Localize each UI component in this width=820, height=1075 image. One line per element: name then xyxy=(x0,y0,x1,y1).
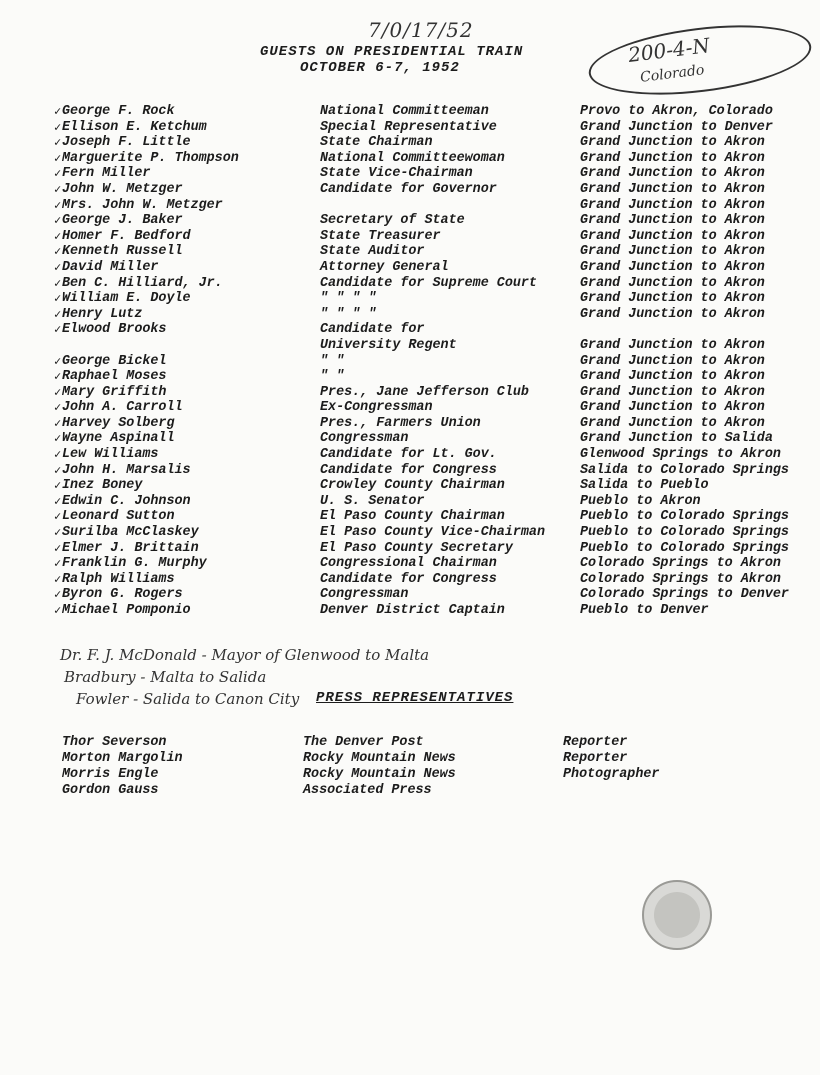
guest-row xyxy=(0,291,820,307)
guest-role: Special Representative xyxy=(320,119,497,135)
guest-role: " " xyxy=(320,353,345,369)
guest-row xyxy=(0,400,820,416)
guest-row xyxy=(0,385,820,401)
guest-route: Grand Junction to Akron xyxy=(580,369,765,385)
guest-name: David Miller xyxy=(62,259,159,275)
guest-name: Homer F. Bedford xyxy=(62,228,191,244)
check-mark-icon: ✓ xyxy=(54,276,62,291)
guest-name: Kenneth Russell xyxy=(62,244,183,260)
guest-row xyxy=(0,509,820,525)
guest-row xyxy=(0,244,820,260)
guest-row xyxy=(0,135,820,151)
press-role: Photographer xyxy=(563,767,660,782)
guest-name: Leonard Sutton xyxy=(62,509,175,525)
guest-route: Pueblo to Colorado Springs xyxy=(580,525,789,541)
guest-route: Pueblo to Akron xyxy=(580,493,701,509)
guest-role: Candidate for Congress xyxy=(320,462,497,478)
guest-name: Elmer J. Brittain xyxy=(62,540,199,556)
guest-role: Secretary of State xyxy=(320,213,465,229)
document-date: OCTOBER 6-7, 1952 xyxy=(300,60,460,76)
guest-row xyxy=(0,603,820,619)
guest-row xyxy=(0,166,820,182)
handwritten-addition: Fowler - Salida to Canon City xyxy=(76,690,300,708)
guest-route: Salida to Colorado Springs xyxy=(580,462,789,478)
check-mark-icon: ✓ xyxy=(54,229,62,244)
guest-row xyxy=(0,369,820,385)
guest-name: Ellison E. Ketchum xyxy=(62,119,207,135)
guest-row xyxy=(0,354,820,370)
guest-name: Mary Griffith xyxy=(62,384,167,400)
guest-role: State Chairman xyxy=(320,135,433,151)
guest-name: Ben C. Hilliard, Jr. xyxy=(62,275,223,291)
guest-route: Provo to Akron, Colorado xyxy=(580,104,773,119)
check-mark-icon: ✓ xyxy=(54,151,62,166)
check-mark-icon: ✓ xyxy=(54,136,62,151)
guest-role: Candidate for Governor xyxy=(320,181,497,197)
guest-name: John W. Metzger xyxy=(62,181,183,197)
guest-row xyxy=(0,229,820,245)
press-name: Gordon Gauss xyxy=(62,783,159,798)
check-mark-icon: ✓ xyxy=(54,588,62,603)
guest-row xyxy=(0,307,820,323)
guest-route: Grand Junction to Akron xyxy=(580,291,765,307)
guest-route: Grand Junction to Akron xyxy=(580,181,765,197)
check-mark-icon: ✓ xyxy=(54,214,62,229)
guest-name: Harvey Solberg xyxy=(62,415,175,431)
check-mark-icon: ✓ xyxy=(54,307,62,322)
guest-role: " " " " xyxy=(320,291,377,307)
press-role: Reporter xyxy=(563,751,628,766)
check-mark-icon: ✓ xyxy=(54,479,62,494)
check-mark-icon: ✓ xyxy=(54,526,62,541)
guest-role: Ex-Congressman xyxy=(320,400,433,416)
handwritten-addition: Bradbury - Malta to Salida xyxy=(64,668,267,686)
guest-name: George F. Rock xyxy=(62,104,175,119)
guest-route: Colorado Springs to Akron xyxy=(580,556,781,572)
guest-role: Pres., Jane Jefferson Club xyxy=(320,384,529,400)
check-mark-icon: ✓ xyxy=(54,448,62,463)
guest-row xyxy=(0,213,820,229)
guest-name: Byron G. Rogers xyxy=(62,587,183,603)
guest-role: National Committeewoman xyxy=(320,150,505,166)
guest-role: U. S. Senator xyxy=(320,493,425,509)
guest-row xyxy=(0,276,820,292)
guest-route: Pueblo to Denver xyxy=(580,603,709,618)
guest-row xyxy=(0,541,820,557)
press-name: Thor Severson xyxy=(62,735,167,750)
guest-name: Wayne Aspinall xyxy=(62,431,175,447)
guest-list xyxy=(0,104,820,619)
guest-route: Grand Junction to Akron xyxy=(580,213,765,229)
guest-role: Crowley County Chairman xyxy=(320,478,505,494)
press-name: Morris Engle xyxy=(62,767,159,782)
guest-route: Grand Junction to Akron xyxy=(580,353,765,369)
guest-role: Attorney General xyxy=(320,259,449,275)
press-organization: Rocky Mountain News xyxy=(303,767,456,782)
guest-row xyxy=(0,431,820,447)
press-organization: Associated Press xyxy=(303,783,432,798)
guest-name: John H. Marsalis xyxy=(62,462,191,478)
guest-name: Raphael Moses xyxy=(62,369,167,385)
check-mark-icon: ✓ xyxy=(54,182,62,197)
guest-name: Inez Boney xyxy=(62,478,143,494)
guest-role: Candidate for xyxy=(320,322,425,338)
check-mark-icon: ✓ xyxy=(54,572,62,587)
check-mark-icon: ✓ xyxy=(54,260,62,275)
guest-route: Grand Junction to Akron xyxy=(580,197,765,213)
guest-role: Candidate for Lt. Gov. xyxy=(320,447,497,463)
guest-row xyxy=(0,447,820,463)
check-mark-icon: ✓ xyxy=(54,541,62,556)
press-name: Morton Margolin xyxy=(62,751,183,766)
check-mark-icon: ✓ xyxy=(54,510,62,525)
guest-row xyxy=(0,260,820,276)
guest-route: Grand Junction to Akron xyxy=(580,150,765,166)
guest-role: Congressional Chairman xyxy=(320,556,497,572)
check-mark-icon: ✓ xyxy=(54,416,62,431)
file-number: 200-4-N xyxy=(626,33,712,67)
check-mark-icon: ✓ xyxy=(54,604,62,618)
press-row xyxy=(0,735,820,751)
guest-route: Grand Junction to Akron xyxy=(580,415,765,431)
guest-route: Grand Junction to Denver xyxy=(580,119,773,135)
guest-route: Colorado Springs to Akron xyxy=(580,571,781,587)
guest-name: Marguerite P. Thompson xyxy=(62,150,239,166)
guest-route: Grand Junction to Akron xyxy=(580,337,765,353)
guest-row xyxy=(0,572,820,588)
guest-route: Pueblo to Colorado Springs xyxy=(580,540,789,556)
guest-name: Edwin C. Johnson xyxy=(62,493,191,509)
check-mark-icon: ✓ xyxy=(54,105,62,119)
guest-route: Grand Junction to Akron xyxy=(580,135,765,151)
guest-row xyxy=(0,338,820,354)
guest-name: Henry Lutz xyxy=(62,306,143,322)
check-mark-icon: ✓ xyxy=(54,494,62,509)
check-mark-icon: ✓ xyxy=(54,120,62,135)
guest-row xyxy=(0,120,820,136)
check-mark-icon: ✓ xyxy=(54,385,62,400)
guest-row xyxy=(0,463,820,479)
guest-row xyxy=(0,556,820,572)
press-organization: Rocky Mountain News xyxy=(303,751,456,766)
guest-row xyxy=(0,587,820,603)
guest-row xyxy=(0,322,820,338)
guest-row xyxy=(0,104,820,120)
file-note: Colorado xyxy=(639,62,706,86)
check-mark-icon: ✓ xyxy=(54,370,62,385)
guest-name: George Bickel xyxy=(62,353,167,369)
guest-name: Elwood Brooks xyxy=(62,322,167,338)
guest-route: Grand Junction to Akron xyxy=(580,166,765,182)
press-list xyxy=(0,735,820,799)
press-row xyxy=(0,767,820,783)
guest-row xyxy=(0,416,820,432)
guest-role: Pres., Farmers Union xyxy=(320,415,481,431)
check-mark-icon: ✓ xyxy=(54,354,62,369)
guest-role: Congressman xyxy=(320,431,409,447)
guest-name: Fern Miller xyxy=(62,166,151,182)
guest-row xyxy=(0,151,820,167)
guest-name: Michael Pomponio xyxy=(62,603,191,618)
guest-route: Glenwood Springs to Akron xyxy=(580,447,781,463)
file-number-oval xyxy=(585,15,815,106)
guest-route: Grand Junction to Akron xyxy=(580,400,765,416)
guest-route: Grand Junction to Akron xyxy=(580,244,765,260)
guest-name: Ralph Williams xyxy=(62,571,175,587)
handwritten-addition: Dr. F. J. McDonald - Mayor of Glenwood to Malta xyxy=(60,646,430,664)
guest-role: " " xyxy=(320,369,345,385)
press-row xyxy=(0,751,820,767)
guest-route: Grand Junction to Akron xyxy=(580,228,765,244)
guest-row xyxy=(0,525,820,541)
check-mark-icon: ✓ xyxy=(54,323,62,338)
guest-row xyxy=(0,182,820,198)
document-title: GUESTS ON PRESIDENTIAL TRAIN xyxy=(260,44,524,60)
guest-route: Salida to Pueblo xyxy=(580,478,709,494)
guest-name: Mrs. John W. Metzger xyxy=(62,197,223,213)
guest-route: Grand Junction to Salida xyxy=(580,431,773,447)
handwritten-reference: 7/0/17/52 xyxy=(368,18,474,42)
guest-name: Lew Williams xyxy=(62,447,159,463)
check-mark-icon: ✓ xyxy=(54,245,62,260)
guest-row xyxy=(0,478,820,494)
press-role: Reporter xyxy=(563,735,628,750)
check-mark-icon: ✓ xyxy=(54,432,62,447)
guest-role: University Regent xyxy=(320,337,457,353)
guest-role: State Vice-Chairman xyxy=(320,166,473,182)
guest-row xyxy=(0,494,820,510)
check-mark-icon: ✓ xyxy=(54,557,62,572)
guest-route: Pueblo to Colorado Springs xyxy=(580,509,789,525)
guest-role: Congressman xyxy=(320,587,409,603)
guest-role: Denver District Captain xyxy=(320,603,505,618)
guest-role: Candidate for Congress xyxy=(320,571,497,587)
guest-role: El Paso County Secretary xyxy=(320,540,513,556)
check-mark-icon: ✓ xyxy=(54,292,62,307)
guest-route: Grand Junction to Akron xyxy=(580,384,765,400)
guest-name: William E. Doyle xyxy=(62,291,191,307)
guest-route: Colorado Springs to Denver xyxy=(580,587,789,603)
guest-route: Grand Junction to Akron xyxy=(580,275,765,291)
press-heading: PRESS REPRESENTATIVES xyxy=(316,690,514,706)
guest-role: " " " " xyxy=(320,306,377,322)
guest-role: El Paso County Vice-Chairman xyxy=(320,525,545,541)
guest-role: Candidate for Supreme Court xyxy=(320,275,537,291)
guest-name: John A. Carroll xyxy=(62,400,183,416)
guest-route: Grand Junction to Akron xyxy=(580,259,765,275)
guest-name: George J. Baker xyxy=(62,213,183,229)
guest-name: Joseph F. Little xyxy=(62,135,191,151)
guest-row xyxy=(0,198,820,214)
guest-role: State Treasurer xyxy=(320,228,441,244)
press-row xyxy=(0,783,820,799)
press-organization: The Denver Post xyxy=(303,735,424,750)
guest-role: National Committeeman xyxy=(320,104,489,119)
guest-name: Surilba McClaskey xyxy=(62,525,199,541)
guest-route: Grand Junction to Akron xyxy=(580,306,765,322)
check-mark-icon: ✓ xyxy=(54,198,62,213)
guest-name: Franklin G. Murphy xyxy=(62,556,207,572)
check-mark-icon: ✓ xyxy=(54,463,62,478)
check-mark-icon: ✓ xyxy=(54,401,62,416)
guest-role: El Paso County Chairman xyxy=(320,509,505,525)
library-stamp-seal xyxy=(642,880,712,950)
check-mark-icon: ✓ xyxy=(54,167,62,182)
guest-role: State Auditor xyxy=(320,244,425,260)
